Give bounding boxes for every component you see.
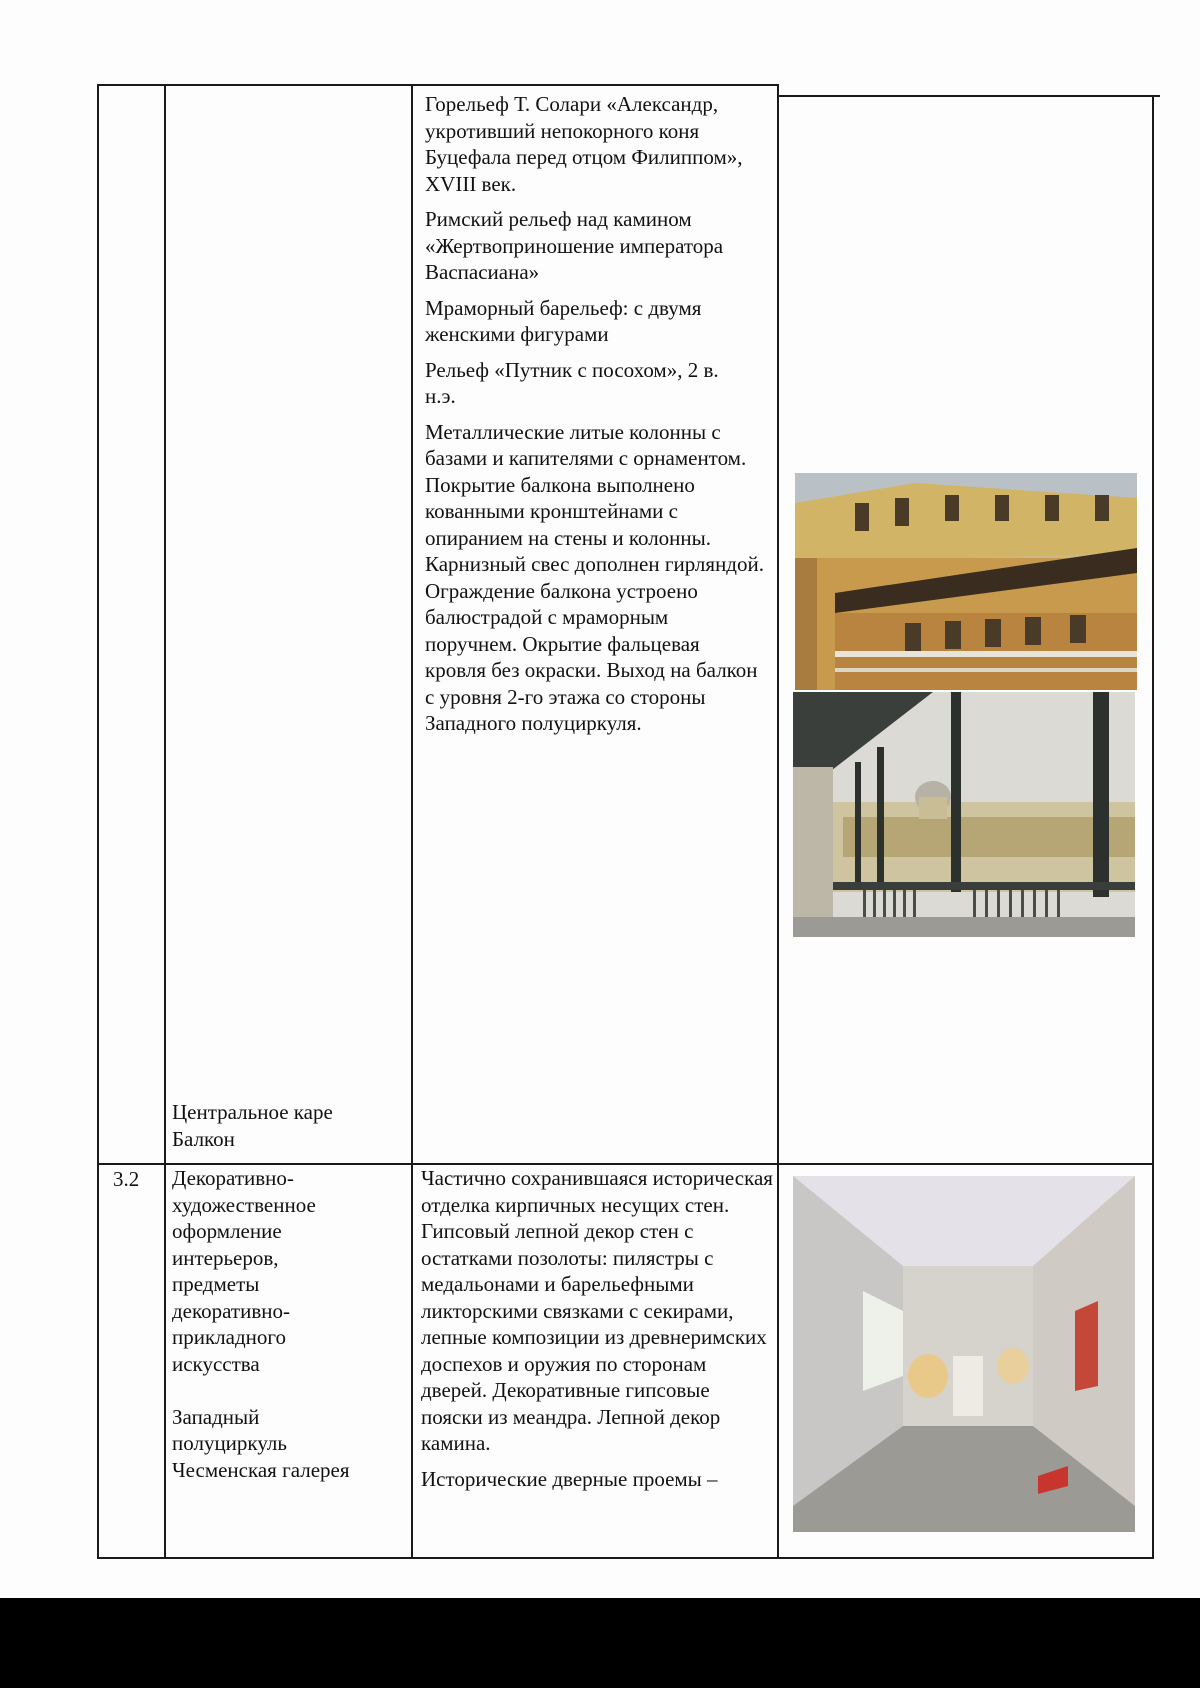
palace-facade-photo — [795, 473, 1137, 690]
name-line: Декоративно- — [172, 1166, 294, 1190]
description-paragraph: Мраморный барельеф: с двумя женскими фигурами — [425, 295, 702, 346]
name-line: Чесменская галерея — [172, 1457, 350, 1482]
name-line: полуциркуль — [172, 1431, 287, 1455]
name-line: художественное — [172, 1192, 316, 1217]
table-border-right — [1152, 95, 1154, 1558]
description-paragraph: Металлические литые колонны с базами и капителями с орнаментом. Покрытие балкона выполнено кованными кронштейнами с опиранием на стены и колонны. Карнизный свес дополнен гирляндой. Ограждение балкона устроено балюстрадой с мраморным поручнем. Окрытие фальцевая кровля без окраски. Выход на балкон с уровня 2-го этажа со стороны Западного полуциркуля. — [425, 419, 764, 735]
name-line: Западный — [172, 1404, 260, 1429]
description-paragraph: Римский рельеф над камином «Жертвоприношение императора Васпасиана» — [425, 207, 724, 284]
name-line: прикладного — [172, 1325, 286, 1349]
top-row-description — [425, 91, 775, 746]
row-number: 3.2 — [113, 1167, 140, 1191]
column-divider-1 — [164, 84, 166, 1558]
scan-bottom-band — [0, 1598, 1200, 1688]
name-line: интерьеров, — [172, 1245, 279, 1270]
description-paragraph: Горельеф Т. Солари «Александр, укротивший непокорного коня Буцефала перед отцом Филиппом», XVIII век. — [425, 92, 743, 196]
table-border-top — [97, 84, 779, 86]
column-divider-2 — [411, 84, 413, 1558]
name-line: оформление — [172, 1219, 282, 1243]
name-line: предметы — [172, 1272, 260, 1296]
name-line: искусства — [172, 1351, 260, 1376]
description-paragraph: Рельеф «Путник с посохом», 2 в. н.э. — [425, 357, 719, 408]
name-line-spacer — [172, 1377, 407, 1404]
top-name-line-1: Центральное каре — [172, 1100, 333, 1124]
bottom-row-name-cell — [172, 1165, 407, 1483]
balcony-columns-photo — [793, 692, 1135, 937]
column-divider-3 — [777, 84, 779, 1558]
bottom-row-description — [421, 1165, 773, 1501]
description-paragraph: Частично сохранившаяся историческая отделка кирпичных несущих стен. Гипсовый лепной декор стен с остатками позолоты: пилястры с медальонами и барельефными ликторскими связками с секирами, лепные композиции из древнеримских доспехов и оружия по сторонам дверей. Декоративные гипсовые пояски из меандра. Лепной декор камина. — [421, 1166, 773, 1455]
top-row-name-cell — [172, 1099, 407, 1152]
name-line: декоративно- — [172, 1298, 290, 1323]
table-border-bottom — [97, 1557, 1154, 1559]
top-name-line-2: Балкон — [172, 1126, 235, 1151]
gallery-interior-photo — [793, 1176, 1135, 1532]
table-border-left — [97, 84, 99, 1558]
table-border-top-right — [779, 95, 1160, 97]
description-paragraph: Исторические дверные проемы – — [421, 1466, 718, 1491]
